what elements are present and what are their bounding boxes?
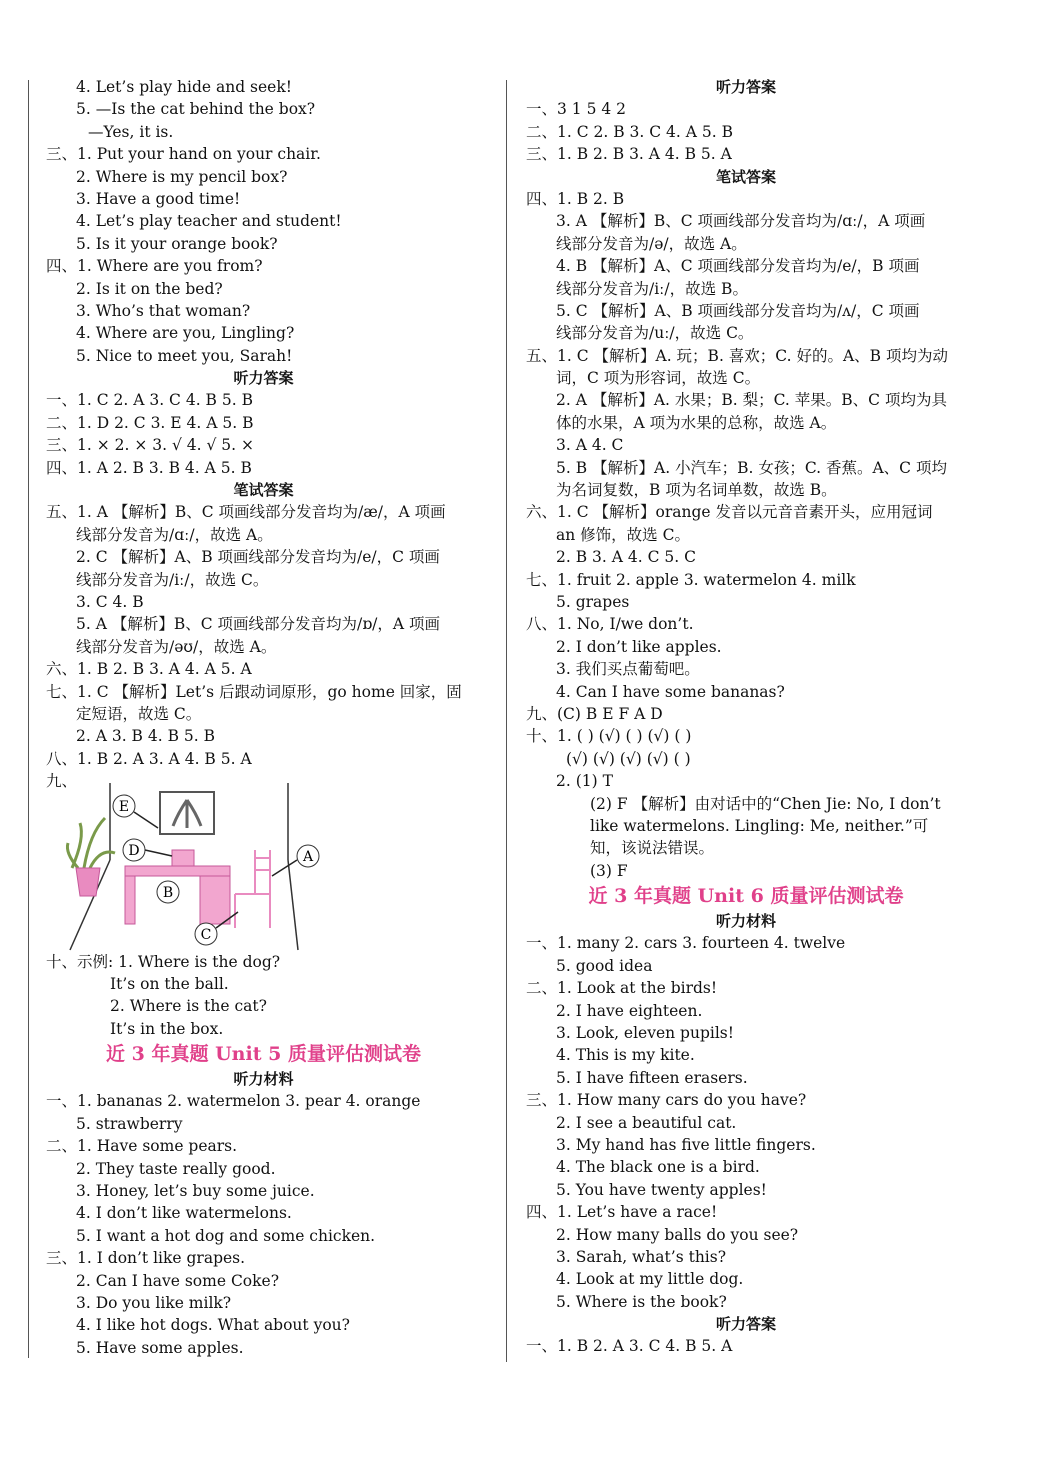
answer-line: 4. B 【解析】A、C 项画线部分发音均为/e/，B 项画 (556, 257, 920, 276)
answer-line: 5. Is it your orange book? (76, 234, 278, 253)
answer-line: 2. Can I have some Coke? (76, 1271, 280, 1290)
answer-line: 3. Have a good time! (76, 189, 241, 208)
answer-line: 五、1. A 【解析】B、C 项画线部分发音均为/æ/，A 项画 (46, 503, 446, 522)
left-column (46, 76, 481, 1359)
section-heading: 听力材料 (715, 912, 776, 931)
section-heading: 听力答案 (233, 369, 294, 388)
arrow-e (134, 812, 158, 828)
answer-line: 4. This is my kite. (556, 1046, 695, 1065)
answer-line: 二、1. C 2. B 3. C 4. A 5. B (526, 122, 733, 141)
answer-line: 线部分发音为/əʊ/，故选 A。 (76, 637, 277, 656)
answer-line: 5. I want a hot dog and some chicken. (76, 1226, 376, 1245)
answer-line: 3. 我们买点葡萄吧。 (556, 660, 700, 679)
answer-line: 四、1. B 2. B (526, 189, 625, 208)
answer-line: 二、1. D 2. C 3. E 4. A 5. B (46, 413, 254, 432)
answer-line: 八、1. B 2. A 3. A 4. B 5. A (46, 749, 252, 768)
answer-line: 4. Let’s play teacher and student! (76, 212, 342, 231)
answer-line: 六、1. B 2. B 3. A 4. A 5. A (46, 660, 252, 679)
answer-line: 4. The black one is a bird. (556, 1158, 760, 1177)
answer-line: 2. How many balls do you see? (556, 1225, 799, 1244)
answer-line: 线部分发音为/ə/，故选 A。 (556, 234, 747, 253)
answer-line: 5. good idea (556, 956, 653, 975)
answer-line: 4. Where are you, Lingling? (76, 324, 295, 343)
answer-line: 体的水果，A 项为水果的总称，故选 A。 (556, 413, 837, 432)
answer-line: 5. C 【解析】A、B 项画线部分发音均为/ʌ/，C 项画 (556, 301, 920, 320)
arrow-d (145, 850, 172, 856)
answer-line: 5. strawberry (76, 1114, 183, 1133)
answer-line: 八、1. No, I/we don’t. (526, 615, 694, 634)
answer-line: 2. Where is the cat? (110, 997, 267, 1016)
answer-line: 一、1. B 2. A 3. C 4. B 5. A (526, 1337, 733, 1356)
unit6-lines-block (526, 910, 966, 1358)
page-left-rule (28, 80, 29, 1358)
answer-line: (√) (√) (√) (√) ( ) (566, 749, 691, 768)
right-column (526, 76, 966, 1358)
answer-line: 一、1. bananas 2. watermelon 3. pear 4. orange (46, 1092, 421, 1111)
desk-drawers (200, 876, 230, 924)
answer-line: 3. Sarah, what’s this? (556, 1247, 727, 1266)
answer-line: 一、1. C 2. A 3. C 4. B 5. B (46, 391, 253, 410)
answer-line: 四、1. Let’s have a race! (526, 1203, 718, 1222)
svg-text:A: A (302, 849, 314, 865)
unit5-title: 近 3 年真题 Unit 5 质量评估测试卷 (106, 1043, 421, 1066)
answer-line: 3. Honey, let’s buy some juice. (76, 1182, 315, 1201)
answer-line: 2. I see a beautiful cat. (556, 1113, 737, 1132)
answer-line: 三、1. How many cars do you have? (526, 1091, 807, 1110)
desk-top (125, 866, 230, 876)
answer-line: (2) F 【解析】由对话中的“Chen Jie: No, I don’t (590, 794, 941, 813)
answer-line: 4. I like hot dogs. What about you? (76, 1316, 350, 1335)
section-heading: 听力答案 (715, 78, 776, 96)
arrow-a (272, 860, 297, 876)
label-b (157, 881, 179, 903)
wall-right-floor (288, 860, 298, 950)
section-heading: 笔试答案 (715, 167, 776, 186)
section-heading: 听力材料 (233, 1070, 294, 1089)
unit5-lines-block (46, 1068, 481, 1359)
answer-line: 2. C 【解析】A、B 项画线部分发音均为/e/，C 项画 (76, 548, 440, 567)
answer-line: 2. A 【解析】A. 水果；B. 梨；C. 苹果。B、C 项均为具 (556, 391, 947, 410)
answer-line: 3. A 【解析】B、C 项画线部分发音均为/ɑː/，A 项画 (556, 212, 926, 231)
answer-line: 5. I have fifteen erasers. (556, 1068, 748, 1087)
answer-line: 5. B 【解析】A. 小汽车；B. 女孩；C. 香蕉。A、C 项均 (556, 458, 947, 477)
answer-line: 四、1. Where are you from? (46, 257, 263, 276)
answer-line: 2. I don’t like apples. (556, 637, 722, 656)
label-c (195, 923, 217, 945)
answer-line: 5. grapes (556, 592, 630, 611)
answer-line: 线部分发音为/ɑː/，故选 A。 (76, 525, 273, 544)
answer-line: 2. I have eighteen. (556, 1001, 703, 1020)
answer-line: 2. (1) T (556, 772, 613, 791)
answer-line: 知，该说法错误。 (590, 839, 715, 858)
answer-line: 2. Where is my pencil box? (76, 167, 288, 186)
answer-line: 六、1. C 【解析】orange 发音以元音音素开头，应用冠词 (526, 503, 933, 522)
left-lines-block (46, 76, 481, 770)
answer-line: 一、1. many 2. cars 3. fourteen 4. twelve (526, 934, 846, 953)
answer-line: 七、1. fruit 2. apple 3. watermelon 4. milk (526, 570, 856, 589)
unit6-title: 近 3 年真题 Unit 6 质量评估测试卷 (588, 885, 904, 908)
room-figure (60, 778, 360, 958)
answer-line: 4. Can I have some bananas? (556, 682, 785, 701)
answer-line: 5. A 【解析】B、C 项画线部分发音均为/ɒ/，A 项画 (76, 615, 441, 634)
answer-line: 2. Is it on the bed? (76, 279, 223, 298)
label-a (297, 845, 319, 867)
answer-line: 5. You have twenty apples! (556, 1180, 767, 1199)
answer-line: 5. Where is the book? (556, 1292, 727, 1311)
desk-leg-left (125, 876, 135, 924)
answer-line: 5. Have some apples. (76, 1338, 244, 1357)
answer-line: 3. My hand has five little fingers. (556, 1135, 816, 1154)
answer-line: 三、1. × 2. × 3. √ 4. √ 5. × (46, 436, 255, 455)
label-d (123, 839, 145, 861)
answer-line: 线部分发音为/iː/，故选 B。 (556, 279, 748, 298)
answer-line: 五、1. C 【解析】A. 玩；B. 喜欢；C. 好的。A、B 项均为动 (526, 346, 948, 365)
svg-text:B: B (162, 885, 174, 901)
answer-line: 5. Nice to meet you, Sarah! (76, 346, 293, 365)
answer-line: (3) F (590, 861, 628, 880)
svg-text:C: C (200, 927, 212, 943)
answer-line: 2. A 3. B 4. B 5. B (76, 727, 216, 746)
answer-line: 3. Who’s that woman? (76, 301, 251, 320)
right-lines-block (526, 76, 966, 882)
answer-line: 4. Look at my little dog. (556, 1270, 744, 1289)
answer-line: 定短语，故选 C。 (76, 704, 202, 723)
svg-text:D: D (128, 843, 140, 859)
chair (235, 850, 270, 928)
answer-line: 三、1. B 2. B 3. A 4. B 5. A (526, 145, 732, 164)
answer-line: 3. Do you like milk? (76, 1293, 232, 1312)
answer-line: 十、示例: 1. Where is the dog? (46, 952, 281, 971)
answer-line: 十、1. ( ) (√) ( ) (√) ( ) (526, 727, 692, 746)
answer-line: 九、(C) B E F A D (526, 704, 663, 723)
plant-leaves (67, 818, 115, 868)
label-e (113, 795, 135, 817)
svg-text:E: E (118, 799, 130, 815)
answer-line: 2. They taste really good. (76, 1159, 276, 1178)
answer-line: 5. —Is the cat behind the box? (76, 100, 316, 119)
answer-line: 词，C 项为形容词，故选 C。 (556, 369, 761, 388)
section-heading: 笔试答案 (233, 481, 294, 500)
answer-line: —Yes, it is. (88, 122, 174, 141)
answer-line: 3. C 4. B (76, 592, 144, 611)
column-divider (506, 80, 507, 1362)
answer-line: 线部分发音为/iː/，故选 C。 (76, 570, 269, 589)
plant-pot (76, 868, 100, 896)
desk-box (172, 850, 194, 866)
answer-line: 3. A 4. C (556, 436, 624, 455)
left-after-figure-block (46, 951, 481, 1041)
answer-line: 二、1. Look at the birds! (526, 979, 718, 998)
answer-line: 4. Let’s play hide and seek! (76, 78, 292, 96)
answer-line: 2. B 3. A 4. C 5. C (556, 548, 696, 567)
answer-line: 二、1. Have some pears. (46, 1137, 238, 1156)
answer-line: 4. I don’t like watermelons. (76, 1204, 292, 1223)
section-9-label: 九、 (46, 772, 78, 791)
answer-line: 三、1. Put your hand on your chair. (46, 145, 321, 164)
answer-line: 线部分发音为/uː/，故选 C。 (556, 324, 754, 343)
answer-line: 四、1. A 2. B 3. B 4. A 5. B (46, 458, 252, 477)
answer-line: 3. Look, eleven pupils! (556, 1024, 734, 1043)
answer-line: 七、1. C 【解析】Let’s 后跟动词原形，go home 回家，固 (46, 682, 462, 701)
answer-line: 一、3 1 5 4 2 (526, 100, 627, 119)
answer-line: It’s in the box. (110, 1019, 224, 1038)
answer-line: It’s on the ball. (110, 974, 229, 993)
answer-line: 三、1. I don’t like grapes. (46, 1249, 246, 1268)
section-heading: 听力答案 (715, 1315, 776, 1334)
answer-line: like watermelons. Lingling: Me, neither.”可 (590, 816, 929, 835)
answer-line: an 修饰，故选 C。 (556, 525, 690, 544)
answer-line: 为名词复数，B 项为名词单数，故选 B。 (556, 481, 837, 500)
